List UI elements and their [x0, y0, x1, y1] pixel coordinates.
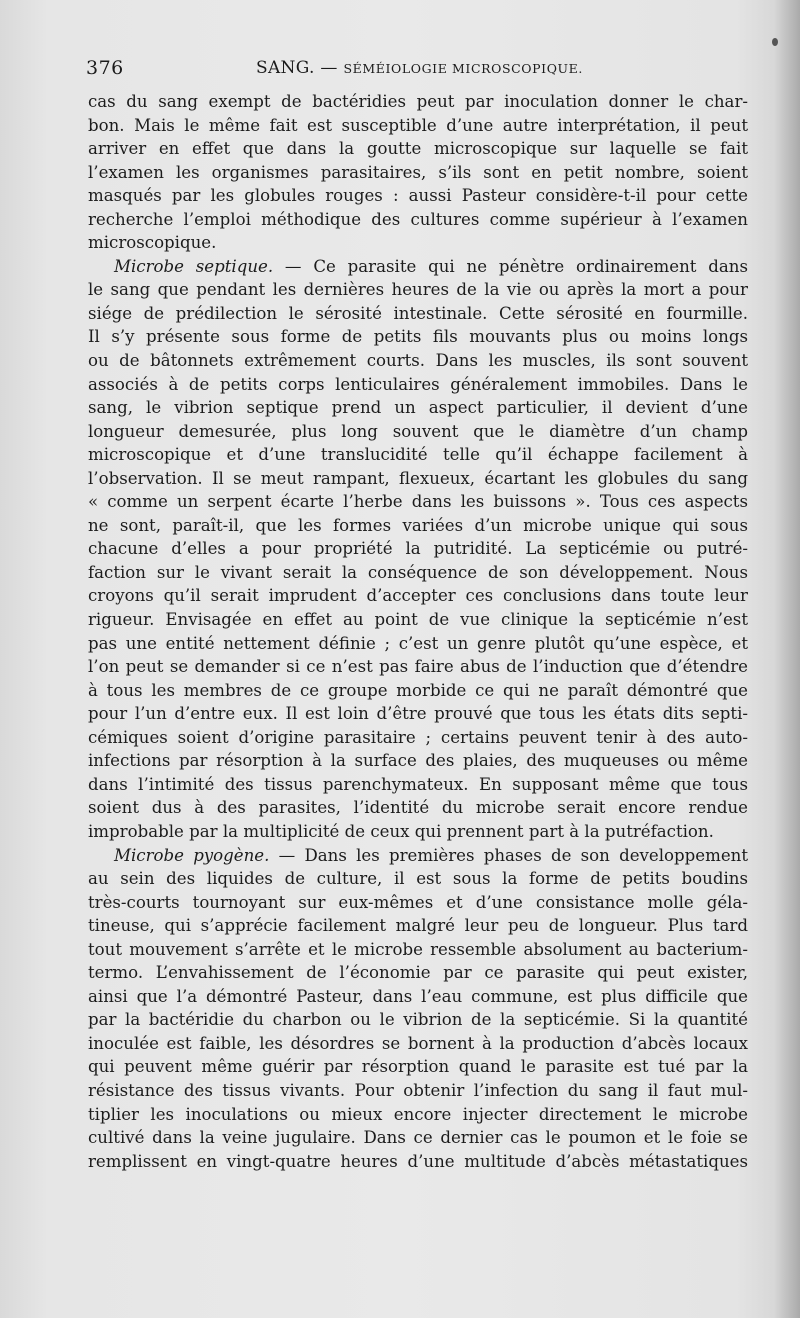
text-line: rigueur. Envisagée en effet au point de vue clinique la septicémie n’est	[88, 610, 748, 630]
text-line: « comme un serpent écarte l’herbe dans les buissons ». Tous ces aspects	[88, 492, 748, 512]
text-line: improbable par la multiplicité de ceux qui prennent part à la putréfaction.	[88, 821, 714, 841]
text-line: l’observation. Il se meut rampant, flexueux, écartant les globules du sang	[88, 468, 748, 488]
text-line: longueur demesurée, plus long souvent que le diamètre d’un champ	[88, 421, 748, 441]
body-text	[88, 90, 748, 1173]
text-line: sang, le vibrion septique prend un aspect particulier, il devient d’une	[88, 398, 748, 418]
text-line	[88, 844, 748, 868]
text-line: termo. L’envahissement de l’économie par ce parasite qui peut exister,	[88, 963, 748, 983]
text-line: faction sur le vivant serait la conséquence de son développement. Nous	[88, 562, 748, 582]
text-line: résistance des tissus vivants. Pour obtenir l’infection du sang il faut mul-	[88, 1080, 748, 1100]
text-line: au sein des liquides de culture, il est sous la forme de petits boudins	[88, 869, 748, 889]
text-line: tout mouvement s’arrête et le microbe ressemble absolument au bacterium-	[88, 939, 748, 959]
text-line: chacune d’elles a pour propriété la putridité. La septicémie ou putré-	[88, 539, 748, 559]
section-heading: Microbe pyogène.	[114, 845, 270, 865]
text-line: ainsi que l’a démontré Pasteur, dans l’eau commune, est plus difficile que	[88, 986, 748, 1006]
text-line: croyons qu’il serait imprudent d’accepter ces conclusions dans toute leur	[88, 586, 748, 606]
text-line: inoculée est faible, les désordres se bornent à la production d’abcès locaux	[88, 1033, 748, 1053]
page-number: 376	[86, 57, 124, 79]
text-line: cas du sang exempt de bactéridies peut par inoculation donner le char-	[88, 92, 748, 111]
running-head-subtitle: SÉMÉIOLOGIE MICROSCOPIQUE.	[343, 61, 583, 76]
text-line: l’examen les organismes parasitaires, s’ils sont en petit nombre, soient	[88, 162, 748, 182]
running-head-main: SANG.	[256, 58, 315, 78]
text-line: microscopique et d’une translucidité telle qu’il échappe facilement à	[88, 445, 748, 465]
text-line: l’on peut se demander si ce n’est pas faire abus de l’induction que d’étendre	[88, 657, 748, 677]
text-line: bon. Mais le même fait est susceptible d’une autre interprétation, il peut	[88, 115, 748, 135]
section-text: — Dans les premières phases de son developpement	[269, 845, 748, 865]
text-line: soient dus à des parasites, l’identité du microbe serait encore rendue	[88, 798, 748, 818]
text-line: infections par résorption à la surface des plaies, des muqueuses ou même	[88, 751, 748, 771]
running-head	[256, 58, 583, 78]
text-line: Il s’y présente sous forme de petits fils mouvants plus ou moins longs	[88, 327, 748, 347]
text-line: ou de bâtonnets extrêmement courts. Dans les muscles, ils sont souvent	[88, 351, 748, 371]
text-line: pour l’un d’entre eux. Il est loin d’être prouvé que tous les états dits septi-	[88, 704, 748, 724]
text-line	[88, 255, 748, 279]
text-line: tiplier les inoculations ou mieux encore injecter directement le microbe	[88, 1104, 748, 1124]
text-line: qui peuvent même guérir par résorption quand le parasite est tué par la	[88, 1057, 748, 1077]
section-heading: Microbe septique.	[114, 256, 274, 276]
text-line: ne sont, paraît-il, que les formes variées d’un microbe unique qui sous	[88, 515, 748, 535]
text-line: remplissent en vingt-quatre heures d’une multitude d’abcès métastatiques	[88, 1151, 748, 1171]
text-line: très-courts tournoyant sur eux-mêmes et d’une consistance molle géla-	[88, 892, 748, 912]
text-line: tineuse, qui s’apprécie facilement malgré leur peu de longueur. Plus tard	[88, 916, 748, 936]
text-line: arriver en effet que dans la goutte microscopique sur laquelle se fait	[88, 139, 748, 159]
section-text: — Ce parasite qui ne pénètre ordinairement dans	[273, 256, 748, 276]
text-line: cémiques soient d’origine parasitaire ; certains peuvent tenir à des auto-	[88, 727, 748, 747]
text-line: masqués par les globules rouges : aussi Pasteur considère-t-il pour cette	[88, 186, 748, 206]
text-line: recherche l’emploi méthodique des cultures comme supérieur à l’examen	[88, 209, 748, 229]
spine-shadow	[774, 0, 800, 1318]
text-line: pas une entité nettement définie ; c’est un genre plutôt qu’une espèce, et	[88, 633, 748, 653]
text-line: le sang que pendant les dernières heures de la vie ou après la mort a pour	[88, 280, 748, 300]
page-header	[86, 57, 746, 85]
text-line: par la bactéridie du charbon ou le vibrion de la septicémie. Si la quantité	[88, 1010, 748, 1030]
text-line: cultivé dans la veine jugulaire. Dans ce dernier cas le poumon et le foie se	[88, 1128, 748, 1148]
text-line: dans l’intimité des tissus parenchymateux. En supposant même que tous	[88, 774, 748, 794]
text-line: siége de prédilection le sérosité intestinale. Cette sérosité en fourmille.	[88, 303, 748, 323]
running-head-separator: —	[320, 58, 338, 78]
ink-speck	[772, 38, 778, 46]
text-line: à tous les membres de ce groupe morbide ce qui ne paraît démontré que	[88, 680, 748, 700]
text-line: microscopique.	[88, 233, 217, 253]
text-line: associés à de petits corps lenticulaires généralement immobiles. Dans le	[88, 374, 748, 394]
